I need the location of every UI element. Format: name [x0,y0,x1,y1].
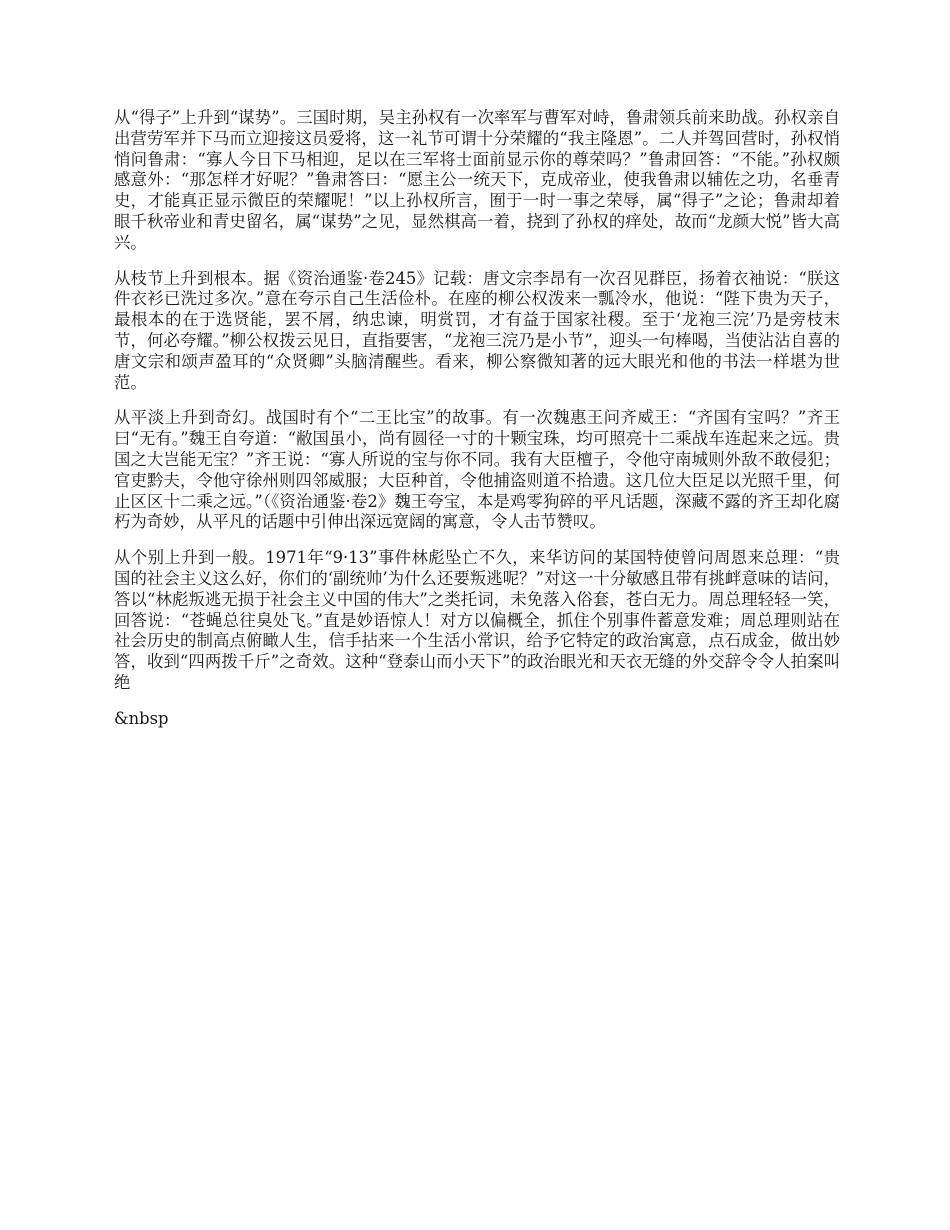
paragraph-2: 从枝节上升到根本。据《资治通鉴·卷245》记载：唐文宗李昂有一次召见群臣，扬着衣袖说：“朕这件衣衫已洗过多次。”意在夸示自己生活俭朴。在座的柳公权泼来一瓢冷水，他说：“陛下贵为天子，最根本的在于选贤能，罢不屑，纳忠谏，明赏罚，才有益于国家社稷。至于‘龙袍三浣’乃是旁枝末节，何必夸耀。”柳公权拨云见日，直指要害，“龙袍三浣乃是小节”，迎头一句棒喝，当使沾沾自喜的唐文宗和颂声盈耳的“众贤卿”头脑清醒些。看来，柳公察微知著的远大眼光和他的书法一样堪为世范。 [114,268,840,392]
document-body [114,108,840,730]
paragraph-1: 从“得子”上升到“谋势”。三国时期，吴主孙权有一次率军与曹军对峙，鲁肃领兵前来助战。孙权亲自出营劳军并下马而立迎接这员爱将，这一礼节可谓十分荣耀的“我主隆恩”。二人并驾回营时，孙权悄悄问鲁肃：“寡人今日下马相迎，足以在三军将士面前显示你的尊荣吗？”鲁肃回答：“不能。”孙权颇感意外：“那怎样才好呢？”鲁肃答曰：“愿主公一统天下，克成帝业，使我鲁肃以辅佐之功，名垂青史，才能真正显示微臣的荣耀呢！”以上孙权所言，囿于一时一事之荣辱，属“得子”之论；鲁肃却着眼千秋帝业和青史留名，属“谋势”之见，显然棋高一着，挠到了孙权的痒处，故而“龙颜大悦”皆大高兴。 [114,108,840,252]
paragraph-4: 从个别上升到一般。1971年“9·13”事件林彪坠亡不久，来华访问的某国特使曾问周恩来总理：“贵国的社会主义这么好，你们的‘副统帅’为什么还要叛逃呢？”对这一十分敏感且带有挑衅意味的诘问，答以“林彪叛逃无损于社会主义中国的伟大”之类托词，未免落入俗套，苍白无力。周总理轻轻一笑，回答说：“苍蝇总往臭处飞。”直是妙语惊人！对方以偏概全，抓住个别事件蓄意发难；周总理则站在社会历史的制高点俯瞰人生，信手拈来一个生活小常识，给予它特定的政治寓意，点石成金，做出妙答，收到“四两拨千斤”之奇效。这种“登泰山而小天下”的政治眼光和天衣无缝的外交辞令令人拍案叫绝 [114,548,840,692]
paragraph-3: 从平淡上升到奇幻。战国时有个“二王比宝”的故事。有一次魏惠王问齐威王：“齐国有宝吗？”齐王曰“无有。”魏王自夸道：“敝国虽小，尚有圆径一寸的十颗宝珠，均可照亮十二乘战车连起来之远。贵国之大岂能无宝？”齐王说：“寡人所说的宝与你不同。我有大臣檀子，令他守南城则外敌不敢侵犯；官吏黔夫，令他守徐州则四邻威服；大臣种首，令他捕盗则道不拾遗。这几位大臣足以光照千里，何止区区十二乘之远。”（《资治通鉴·卷2》魏王夸宝，本是鸡零狗碎的平凡话题，深藏不露的齐王却化腐朽为奇妙，从平凡的话题中引伸出深远宽阔的寓意，令人击节赞叹。 [114,408,840,532]
trailing-nbsp-text: &nbsp [114,708,169,728]
